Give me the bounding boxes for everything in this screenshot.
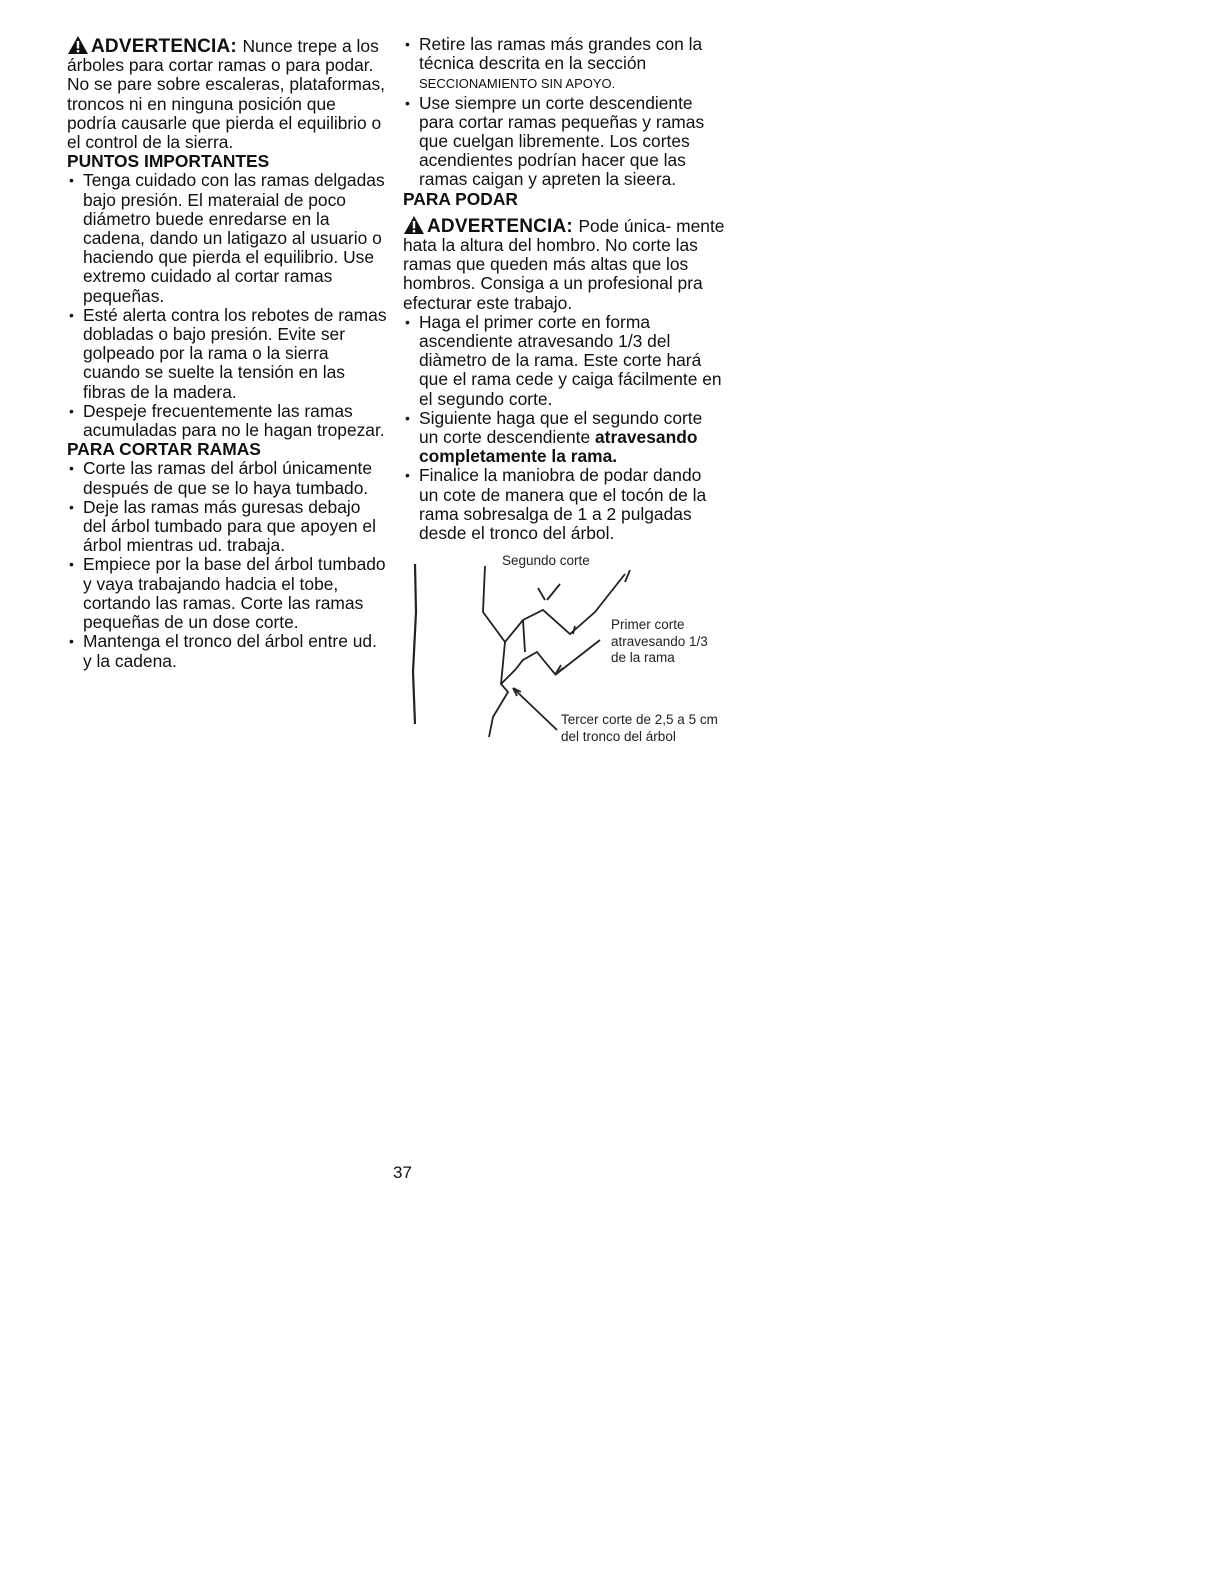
list-item: • Haga el primer corte en forma ascendiente atravesando 1/3 del diàmetro de la rama. Este corte hará que el rama cede y caiga fácilmente en el segundo corte.: [403, 313, 725, 409]
list-item: • Empiece por la base del árbol tumbado y vaya trabajando hadcia el tobe, cortando las ramas. Corte las ramas pequeñas de un dose corte.: [67, 555, 387, 632]
warning-paragraph: ADVERTENCIA: Nunce trepe a los árboles para cortar ramas o para podar. No se pare sobre escaleras, plataformas, troncos ni en ninguna posición que podría causarle que pierda el equilibrio o el control de la sierra.: [67, 36, 386, 153]
label-first-cut: Primer corte atravesando 1/3 de la rama: [611, 617, 708, 665]
cortar-list: [67, 459, 387, 670]
list-item: • Deje las ramas más guresas debajo del árbol tumbado para que apoyen el árbol mientras ud. trabaja.: [67, 498, 387, 556]
puntos-list: [67, 171, 387, 440]
left-column: [67, 35, 387, 671]
pruning-diagram: [405, 552, 735, 762]
warning-title: ADVERTENCIA:: [67, 36, 242, 57]
warning-triangle-icon: [67, 35, 89, 55]
list-item: • Siguiente haga que el segundo corte un corte descendiente atravesando completamente la rama.: [403, 409, 725, 467]
warning-paragraph: ADVERTENCIA: Pode única- mente hata la altura del hombro. No corte las ramas que queden más altas que los hombros. Consiga a un profesional pra efecturar este trabajo.: [403, 215, 725, 313]
page-number: 37: [393, 1163, 412, 1182]
list-item: • Esté alerta contra los rebotes de ramas dobladas o bajo presión. Evite ser golpeado por la rama o la sierra cuando se suelte la tensión en las fibras de la madera.: [67, 306, 387, 402]
list-item: • Retire las ramas más grandes con la técnica descrita en la sección SECCIONAMIENTO SIN APOYO.: [403, 35, 725, 94]
podar-list: [403, 313, 725, 543]
warning-title: ADVERTENCIA:: [403, 216, 578, 237]
cortar-heading: PARA CORTAR RAMAS: [67, 439, 261, 460]
label-third-cut: Tercer corte de 2,5 a 5 cm del tronco del árbol: [561, 712, 718, 744]
list-item: • Finalice la maniobra de podar dando un cote de manera que el tocón de la rama sobresalga de 1 a 2 pulgadas desde el tronco del árbol.: [403, 466, 725, 543]
label-second-cut: Segundo corte: [502, 553, 590, 568]
puntos-heading: PUNTOS IMPORTANTES: [67, 151, 270, 172]
list-item: • Tenga cuidado con las ramas delgadas bajo presión. El materaial de poco diámetro buede enredarse en la cadena, dando un latigazo al usuario o haciendo que pierda el equilibrio. Use extremo cuidado al cortar ramas pequeñas.: [67, 171, 387, 305]
warning-triangle-icon: [403, 215, 425, 235]
top-list: [403, 35, 725, 190]
list-item: • Mantenga el tronco del árbol entre ud. y la cadena.: [67, 632, 387, 670]
list-item: • Use siempre un corte descendiente para cortar ramas pequeñas y ramas que cuelgan libremente. Los cortes acendientes podrían hacer que las ramas caigan y apreten la sieera.: [403, 94, 725, 190]
right-column: [403, 35, 725, 543]
list-item: • Corte las ramas del árbol únicamente después de que se lo haya tumbado.: [67, 459, 387, 497]
podar-heading: PARA PODAR: [403, 188, 518, 209]
list-item: • Despeje frecuentemente las ramas acumuladas para no le hagan tropezar.: [67, 402, 387, 440]
